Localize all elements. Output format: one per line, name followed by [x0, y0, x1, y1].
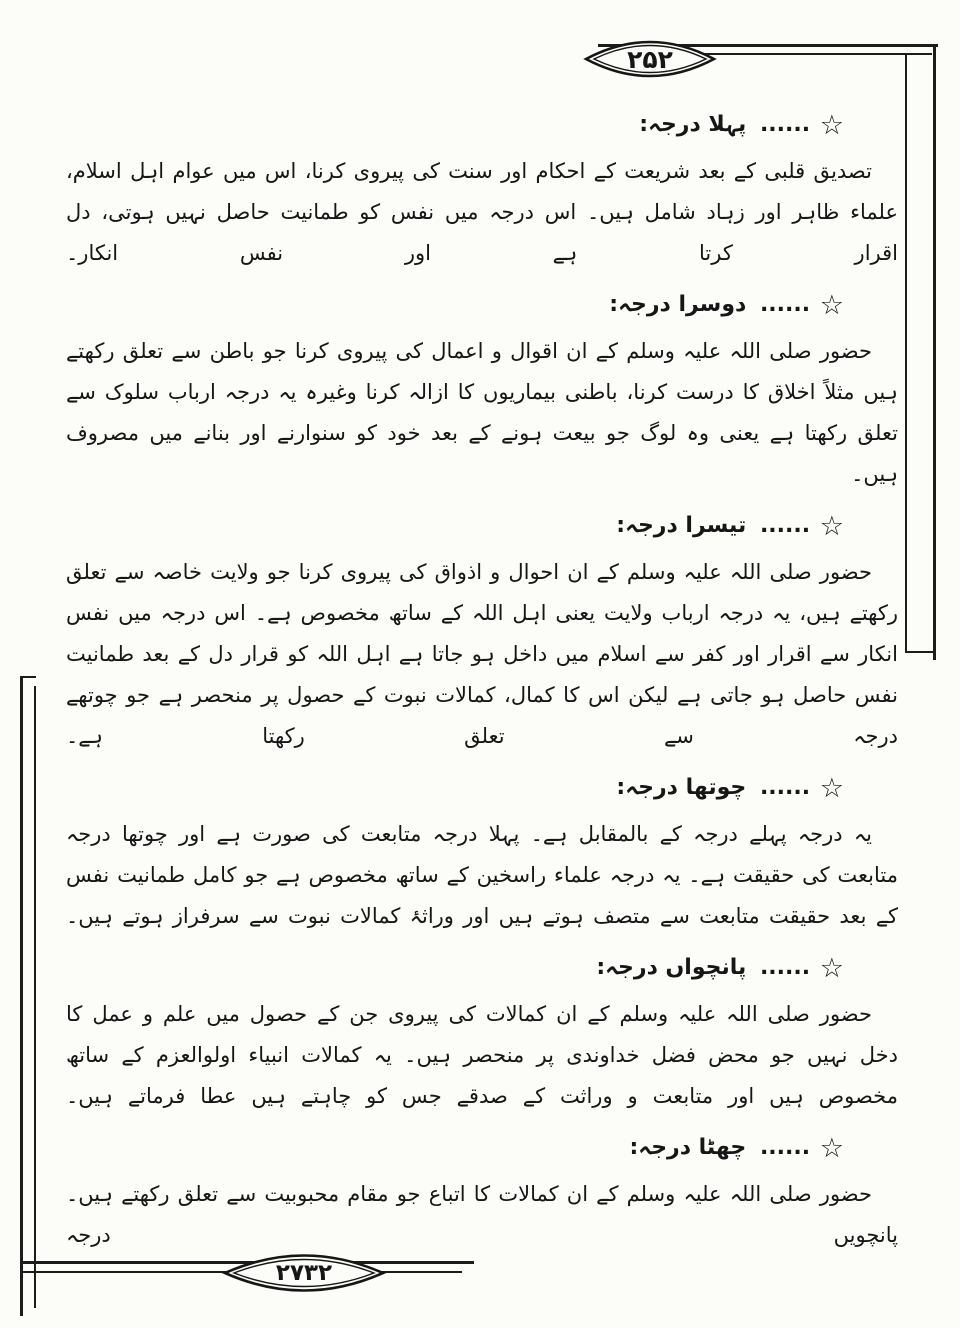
heading-text: پہلا درجہ: — [639, 112, 747, 137]
top-page-number: ۲۵۲ — [627, 44, 673, 74]
star-icon: ☆ — [819, 1132, 844, 1164]
dotted-leader: ...... — [759, 954, 811, 980]
dotted-leader: ...... — [759, 1134, 811, 1160]
page-content — [66, 94, 898, 1264]
section-body: تصدیق قلبی کے بعد شریعت کے احکام اور سنت کی پیروی کرنا، اس میں عوام اہل اسلام، علماء ظاہر اور زہاد شامل ہیں۔ اس درجہ میں نفس کو طمانیت حاصل نہیں ہوتی، دل اقرار کرتا ہے اور نفس انکار۔ — [66, 159, 898, 266]
star-icon: ☆ — [819, 772, 844, 804]
dotted-leader: ...... — [759, 774, 811, 800]
section-heading — [66, 284, 898, 327]
frame-border-left-outer — [20, 676, 23, 1316]
star-icon: ☆ — [819, 510, 844, 542]
frame-border-left-cap — [20, 676, 36, 678]
star-icon: ☆ — [819, 290, 844, 321]
section-fourth-level — [66, 767, 898, 937]
section-fifth-level — [66, 947, 898, 1117]
star-icon: ☆ — [819, 952, 844, 984]
section-body: حضور صلی اللہ علیہ وسلم کے ان کمالات کا اتباع جو مقام محبوبیت سے تعلق رکھتے ہیں۔ پانچویں درجہ — [66, 1182, 898, 1247]
section-sixth-level — [66, 1127, 898, 1256]
heading-text: پانچواں درجہ: — [596, 954, 747, 980]
frame-border-right-cap — [905, 651, 936, 653]
dotted-leader: ...... — [759, 512, 811, 538]
top-page-number-cartouche — [583, 34, 717, 84]
frame-border-right-outer — [933, 44, 936, 660]
dotted-leader: ...... — [759, 292, 811, 317]
section-heading — [66, 104, 898, 147]
section-body: حضور صلی اللہ علیہ وسلم کے ان احوال و اذواق کی پیروی کرنا جو ولایت خاصہ سے تعلق رکھتے ہیں، یہ درجہ ارباب ولایت یعنی اہل اللہ کے ساتھ مخصوص ہے۔ اس درجہ میں نفس انکار سے اقرار اور کفر سے اسلام میں داخل ہو جاتا ہے اہل اللہ کو قرار دل کے بعد طمانیت نفس حاصل ہو جاتی ہے لیکن اس کا کمال، کمالات نبوت کے حصول پر منحصر ہے جو چوتھے درجہ سے تعلق رکھتا ہے۔ — [66, 560, 898, 748]
dotted-leader: ...... — [759, 112, 811, 137]
section-heading — [66, 505, 898, 548]
section-body: یہ درجہ پہلے درجہ کے بالمقابل ہے۔ پہلا درجہ متابعت کی صورت ہے اور چوتھا درجہ متابعت کی حقیقت ہے۔ یہ درجہ علماء راسخین کے ساتھ مخصوص ہے جو کامل طمانیت نفس کے بعد حقیقت متابعت سے متصف ہوتے ہیں اور وراثۂ کمالات نبوت سے سرفراز ہوتے ہیں۔ — [66, 822, 898, 928]
section-heading — [66, 947, 898, 990]
section-heading — [66, 767, 898, 810]
section-first-level — [66, 104, 898, 274]
section-body: حضور صلی اللہ علیہ وسلم کے ان اقوال و اعمال کی پیروی کرنا جو باطن سے تعلق رکھتے ہیں مثلاً اخلاق کا درست کرنا، باطنی بیماریوں کا ازالہ کرنا وغیرہ یہ درجہ ارباب سلوک سے تعلق رکھتا ہے یعنی وہ لوگ جو بیعت ہونے کے بعد خود کو سنوارنے اور بنانے میں مصروف ہیں۔ — [66, 339, 898, 486]
section-second-level — [66, 284, 898, 495]
heading-text: دوسرا درجہ: — [609, 292, 747, 317]
section-third-level — [66, 505, 898, 757]
heading-text: چھٹا درجہ: — [629, 1134, 747, 1160]
bottom-page-number: ۲۷۳۲ — [275, 1260, 333, 1286]
section-body: حضور صلی اللہ علیہ وسلم کے ان کمالات کی پیروی جن کے حصول میں علم و عمل کا دخل نہیں جو محض فضل خداوندی پر منحصر ہیں۔ یہ کمالات انبیاء اولوالعزم کے ساتھ مخصوص ہیں اور متابعت و وراثت کے صدقے جس کو چاہتے ہیں عطا فرماتے ہیں۔ — [66, 1002, 898, 1108]
section-heading — [66, 1127, 898, 1170]
frame-border-right-inner — [905, 53, 907, 653]
frame-border-left-inner — [34, 686, 36, 1308]
heading-text: چوتھا درجہ: — [616, 774, 747, 800]
heading-text: تیسرا درجہ: — [616, 512, 747, 538]
star-icon: ☆ — [819, 110, 844, 141]
